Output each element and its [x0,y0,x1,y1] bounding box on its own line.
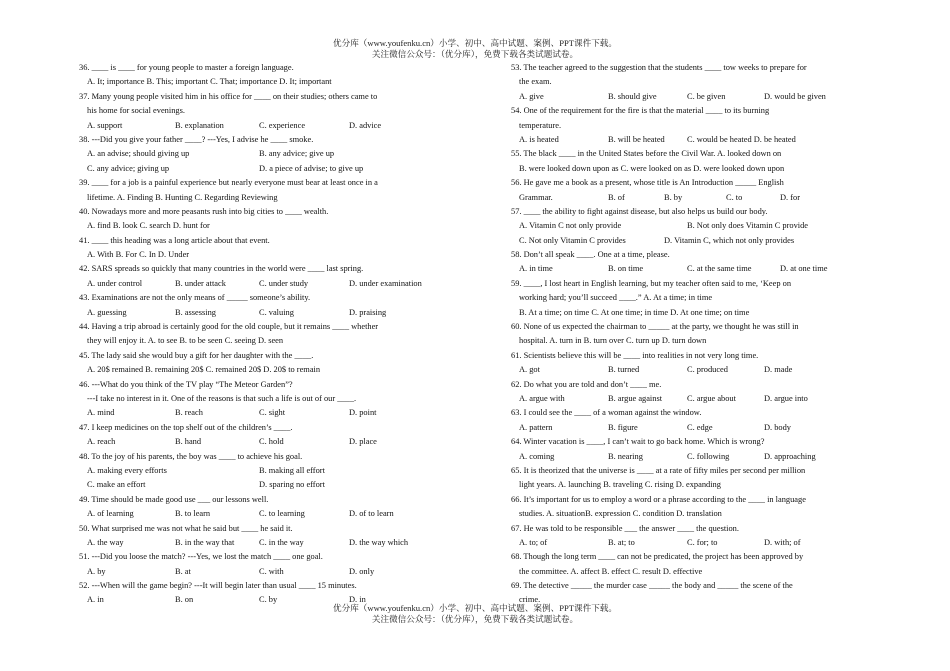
options-row [511,421,856,435]
question-text: 36. ____ is ____ for young people to master a foreign language. [79,63,294,72]
question-text: 64. Winter vacation is ____, I can’t wait to go back home. Which is wrong? [511,437,765,447]
option: B. by [664,192,683,202]
question-text-cont: light years. A. launching B. traveling C. rising D. expanding [519,480,721,490]
option: D. praising [349,307,387,317]
options-line: A. find B. look C. search D. hunt for [87,221,210,231]
question-text-cont: crime. [519,595,541,605]
options-row [511,392,856,406]
options-line: A. 20$ remained B. remaining 20$ C. remained 20$ D. 20$ to remain [87,365,321,375]
option: A. is heated [519,134,559,144]
question-text: 44. Having a trip abroad is certainly good for the old couple, but it remains ____ whether [79,322,379,332]
options-row [79,435,451,449]
question-text: 51. ---Did you loose the match? ---Yes, we lost the match ____ one goal. [79,552,323,562]
options-row [79,306,451,320]
question-text: 49. Time should be made good use ___ our lessons well. [79,494,269,504]
option: B. will be heated [608,134,665,144]
option: B. in the way that [175,537,235,547]
question-text: 50. What surprised me was not what he said but ____ he said it. [79,523,293,533]
question-text-cont: they will enjoy it. A. to see B. to be seen C. seeing D. seen [87,336,284,346]
option: D. advice [349,120,382,130]
header-line-1: 优分库（www.youfenku.cn）小学、初中、高中试题、案例、PPT课件下载。 [333,38,617,48]
question-text-cont: studies. A. situationB. expression C. condition D. translation [519,509,722,519]
option: D. sparing no effort [259,480,325,490]
question-text: 37. Many young people visited him in his office for ____ on their studies; others came to [79,91,378,101]
options-row [79,147,451,161]
question-text: 69. The detective _____ the murder case _____ the body and _____ the scene of the [511,581,793,591]
question-text: 58. Don’t all speak ____. One at a time, please. [511,250,670,260]
options-row [79,464,451,478]
option: B. to learn [175,509,211,519]
option: D. body [764,422,791,432]
options-row [511,219,856,233]
question-text: 66. It’s important for us to employ a word or a phrase according to the ____ in language [511,494,806,504]
option: A. an advise; should giving up [87,149,190,159]
option: A. under control [87,278,143,288]
question-text-cont: temperature. [519,120,562,130]
question-text-cont: the committee. A. affect B. effect C. result D. effective [519,566,703,576]
left-column [79,61,451,608]
option: D. made [764,365,793,375]
option: B. reach [175,408,203,418]
options-row [79,406,451,420]
option: B. explanation [175,120,224,130]
page-footer [0,603,950,625]
footer-line-2: 关注微信公众号：（优分库），免费下载各类试题试卷。 [371,614,579,624]
option: C. in the way [259,537,304,547]
question-text-cont: ---I take no interest in it. One of the reasons is that such a life is out of our ____. [87,393,357,403]
option: C. sight [259,408,286,418]
question-text-cont: hospital. A. turn in B. turn over C. turn up D. turn down [519,336,707,346]
option: C. would be heated D. be heated [687,134,796,144]
option: C. to [726,192,743,202]
options-row [511,450,856,464]
option: D. in [349,595,366,605]
options-row [79,565,451,579]
option: C. with [259,566,284,576]
option: D. at one time [780,264,828,274]
option: D. only [349,566,375,576]
option: D. would be given [764,91,826,101]
question-text: 45. The lady said she would buy a gift for her daughter with the ____. [79,350,314,360]
option: B. at [175,566,191,576]
option: B. Not only does Vitamin C provide [687,221,809,231]
question-text: 67. He was told to be responsible ___ the answer ____ the question. [511,523,739,533]
question-text: 57. ____ the ability to fight against disease, but also helps us build our body. [511,206,768,216]
option: A. by [87,566,106,576]
options-row [511,262,856,276]
options-row [79,277,451,291]
option: A. give [519,91,544,101]
option: A. pattern [519,422,553,432]
option: C. any advice; giving up [87,163,170,173]
option: A. mind [87,408,115,418]
option: C. make an effort [87,480,146,490]
option: B. turned [608,365,640,375]
option: D. for [780,192,801,202]
options-line: A. With B. For C. In D. Under [87,250,190,260]
option: B. under attack [175,278,226,288]
question-text: 60. None of us expected the chairman to _____ at the party, we thought he was still in [511,322,799,332]
footer-line-1: 优分库（www.youfenku.cn）小学、初中、高中试题、案例、PPT课件下载。 [333,603,617,613]
options-row [511,234,856,248]
question-text: 42. SARS spreads so quickly that many countries in the world were ____ last spring. [79,264,364,274]
question-text-cont: working hard; you’ll succeed ____.” A. At a time; in time [519,293,713,303]
option: C. valuing [259,307,294,317]
option: A. guessing [87,307,127,317]
options-line: B. were looked down upon as C. were looked on as D. were looked down upon [519,163,785,173]
option: B. nearing [608,451,643,461]
option: C. under study [259,278,309,288]
question-text: 56. He gave me a book as a present, whose title is An Introduction _____ English [511,178,784,188]
option: B. any advice; give up [259,149,335,159]
question-text: 38. ---Did you give your father ____? ---Yes, I advise he ____ smoke. [79,134,314,144]
option: A. support [87,120,123,130]
option: D. Vitamin C, which not only provides [664,235,795,245]
option: Grammar. [519,192,553,202]
question-text: 65. It is theorized that the universe is ____ at a rate of fifty miles per second per million [511,465,806,475]
option: A. in [87,595,104,605]
option: A. in time [519,264,553,274]
question-text: 68. Though the long term ____ can not be predicated, the project has been approved by [511,552,804,562]
option: C. for; to [687,537,718,547]
option: A. the way [87,537,124,547]
options-row [79,119,451,133]
question-text: 46. ---What do you think of the TV play “The Meteor Garden”? [79,379,293,389]
option: D. point [349,408,377,418]
options-row [79,162,451,176]
question-text: 63. I could see the ____ of a woman against the window. [511,408,702,418]
question-text-cont: his home for social evenings. [87,106,185,116]
option: C. hold [259,437,284,447]
option: C. to learning [259,509,305,519]
option: A. Vitamin C not only provide [519,221,622,231]
question-text-cont: the exam. [519,77,552,87]
question-text: 39. ____ for a job is a painful experience but nearly everyone must bear at least once in a [79,178,378,188]
question-text: 43. Examinations are not the only means of _____ someone’s ability. [79,293,311,303]
right-column [511,61,856,608]
question-text: 41. ____ this heading was a long article about that event. [79,235,270,245]
option: C. Not only Vitamin C provides [519,235,626,245]
question-text: 61. Scientists believe this will be ____ into realities in not very long time. [511,350,759,360]
option: A. argue with [519,393,565,403]
option: B. on [175,595,194,605]
option: A. reach [87,437,116,447]
option: C. following [687,451,730,461]
question-text: 55. The black ____ in the United States before the Civil War. A. looked down on [511,149,782,159]
option: B. should give [608,91,657,101]
option: A. got [519,365,540,375]
options-row [511,536,856,550]
question-text: 54. One of the requirement for the fire is that the material ____ to its burning [511,106,770,116]
question-text: 59. ____, I lost heart in English learning, but my teacher often said to me, ‘Keep on [511,278,792,288]
question-text: 40. Nowadays more and more peasants rush into big cities to ____ wealth. [79,206,329,216]
option: B. argue against [608,393,663,403]
option: B. on time [608,264,644,274]
option: C. be given [687,91,726,101]
option: D. under examination [349,278,422,288]
question-text: 48. To the joy of his parents, the boy was ____ to achieve his goal. [79,451,303,461]
option: B. figure [608,422,638,432]
question-text: 62. Do what you are told and don’t ____ me. [511,379,662,389]
option: C. experience [259,120,306,130]
option: B. making all effort [259,465,325,475]
option: D. with; of [764,537,801,547]
option: A. of learning [87,509,134,519]
option: C. by [259,595,278,605]
options-line: B. At a time; on time C. At one time; in time D. At one time; on time [519,307,750,317]
options-row [511,363,856,377]
question-text: 53. The teacher agreed to the suggestion that the students ____ tow weeks to prepare for [511,63,807,72]
options-row [511,133,856,147]
option: A. making every efforts [87,465,167,475]
options-row [79,536,451,550]
option: B. of [608,192,625,202]
option: A. coming [519,451,555,461]
option: C. at the same time [687,264,752,274]
option: B. assessing [175,307,216,317]
option: D. approaching [764,451,816,461]
option: D. the way which [349,537,409,547]
option: C. argue about [687,393,736,403]
options-row [511,191,856,205]
option: C. edge [687,422,713,432]
options-row [511,90,856,104]
options-line: A. It; importance B. This; important C. That; importance D. It; important [87,77,332,87]
option: D. argue into [764,393,808,403]
header-line-2: 关注微信公众号：（优分库），免费下载各类试题试卷。 [371,49,579,59]
page-header [0,38,950,60]
option: D. of to learn [349,509,394,519]
option: A. to; of [519,537,548,547]
option: B. hand [175,437,202,447]
question-text-cont: lifetime. A. Finding B. Hunting C. Regarding Reviewing [87,192,278,202]
options-row [79,478,451,492]
option: D. a piece of advise; to give up [259,163,364,173]
question-text: 52. ---When will the game begin? ---It will begin later than usual ____ 15 minutes. [79,581,357,591]
option: D. place [349,437,377,447]
option: B. at; to [608,537,635,547]
option: C. produced [687,365,728,375]
options-row [79,507,451,521]
question-text: 47. I keep medicines on the top shelf out of the children’s ____. [79,422,293,432]
